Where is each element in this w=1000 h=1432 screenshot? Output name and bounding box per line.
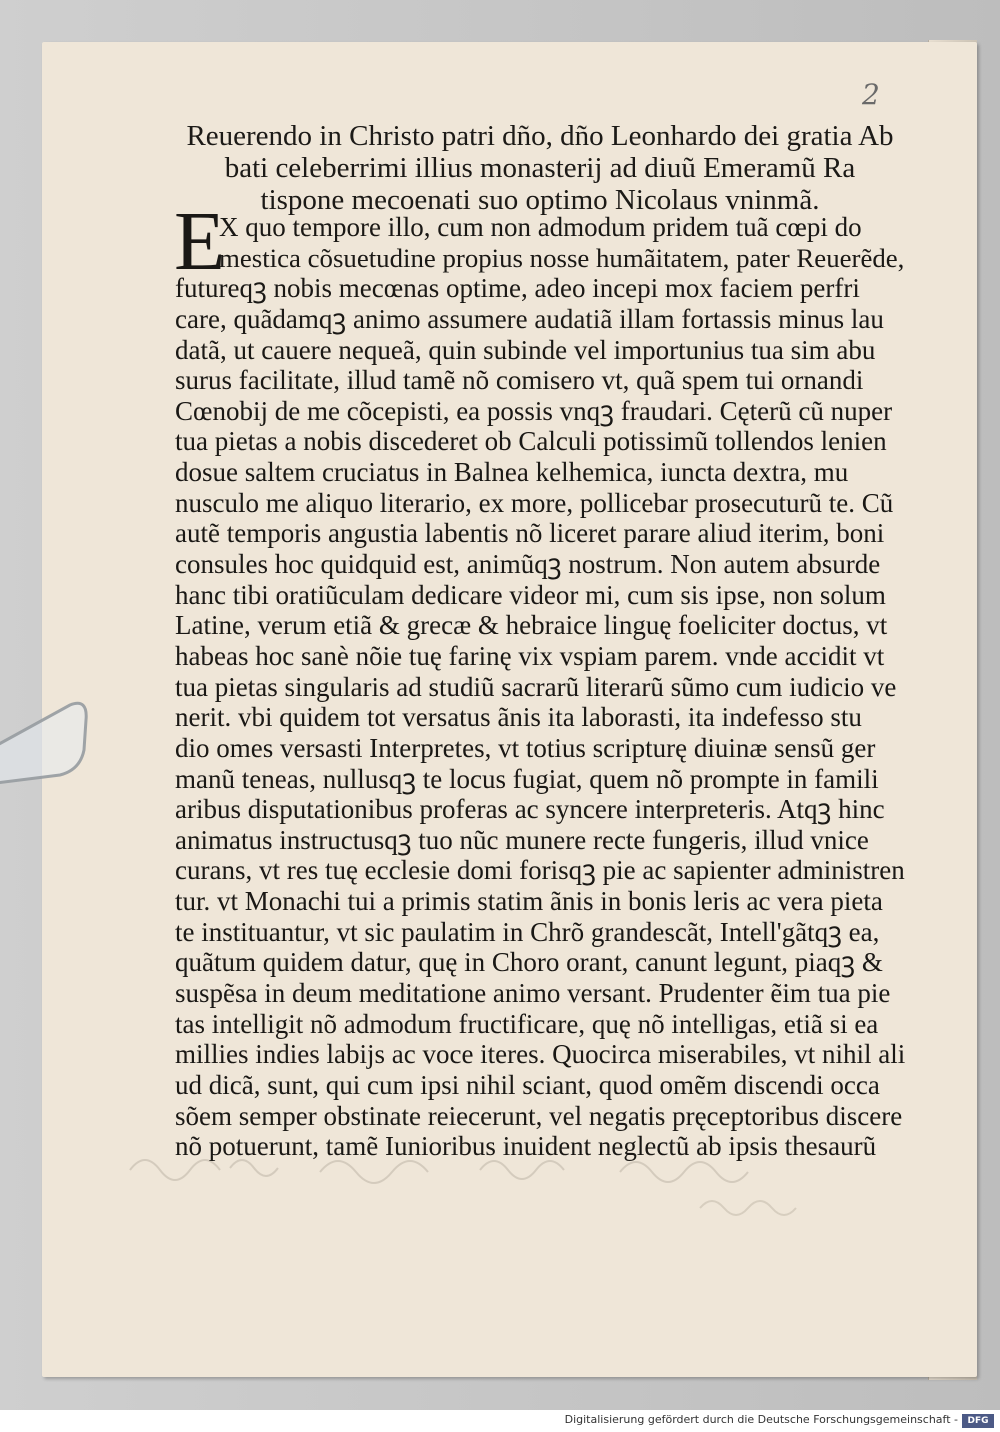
text-line: sõem semper obstinate reiecerunt, vel negatis pręceptoribus discere: [175, 1100, 903, 1131]
paper-clip: [0, 690, 130, 790]
text-line: suspẽsa in deum meditatione animo versant. Prudenter ẽim tua pie: [175, 978, 891, 1009]
text-line: hanc tibi oratiũculam dedicare videor mi, cum sis ipse, non solum: [175, 579, 886, 610]
text-line: dosue saltem cruciatus in Balnea kelhemica, iuncta dextra, mu: [175, 457, 849, 488]
text-line: ud dicã, sunt, qui cum ipsi nihil sciant, quod omẽm discendi occa: [175, 1069, 880, 1100]
text-line: tur. vt Monachi tui a primis statim ãnis in bonis leris ac vera pieta: [175, 886, 883, 917]
text-line: nõ potuerunt, tamẽ Iunioribus inuident neglectũ ab ipsis thesaurũ: [175, 1131, 877, 1162]
heading-line: bati celeberrimi illius monasterij ad diuũ Emeramũ Ra: [224, 152, 856, 184]
text-line: Latine, verum etiã & grecæ & hebraice linguę foeliciter doctus, vt: [175, 610, 888, 641]
footer-bar: [0, 1410, 1000, 1432]
text-line: futureqꝫ nobis mecœnas optime, adeo incepi mox faciem perfri: [175, 273, 860, 304]
text-line: tas intelligit nõ admodum fructificare, quę nõ intelligas, etiã si ea: [175, 1008, 879, 1039]
folio-number: 2: [862, 78, 880, 111]
text-line: mestica cõsuetudine propius nosse humãitatem, pater Reuerẽde,: [219, 242, 905, 273]
text-line: aribus disputationibus proferas ac syncere interpreteris. Atqꝫ hinc: [175, 794, 885, 825]
text-line: nerit. vbi quidem tot versatus ãnis ita laborasti, ita indefesso stu: [175, 702, 862, 733]
text-line: consules hoc quidquid est, animũqꝫ nostrum. Non autem absurde: [175, 549, 881, 580]
text-line: X quo tempore illo, cum non admodum pridem tuã cœpi do: [219, 212, 862, 242]
text-line: te instituantur, vt sic paulatim in Chrõ grandescãt, Intell'gãtqꝫ ea,: [175, 916, 880, 947]
text-line: nusculo me aliquo literario, ex more, pollicebar prosecuturũ te. Cũ: [175, 487, 894, 518]
text-line: tua pietas a nobis discederet ob Calculi potissimũ tollendos lenien: [175, 426, 887, 457]
heading-line: Reuerendo in Christo patri dño, dño Leonhardo dei gratia Ab: [186, 120, 894, 152]
text-line: quãtum quidem datur, quę in Choro orant, canunt legunt, piaqꝫ &: [175, 947, 883, 978]
text-line: surus facilitate, illud tamẽ nõ comisero vt, quã spem tui ornandi: [175, 365, 864, 396]
body-text: [175, 212, 905, 1162]
text-line: dio omes versasti Interpretes, vt totius scripturę diuinæ sensũ ger: [175, 732, 876, 763]
text-line: Cœnobij de me cõcepisti, ea possis vnqꝫ fraudari. Cęterũ cũ nuper: [175, 395, 893, 426]
heading-line: tispone mecoenati suo optimo Nicolaus vninmã.: [260, 184, 820, 216]
initial-letter: E: [174, 195, 226, 288]
funding-notice: Digitalisierung gefördert durch die Deutsche Forschungsgemeinschaft -: [564, 1413, 958, 1426]
text-line: datã, ut cauere nequeã, quin subinde vel importunius tua sim abu: [175, 334, 876, 365]
text-line: tua pietas singularis ad studiũ sacrarũ literarũ sũmo cum iudicio ve: [175, 671, 897, 702]
text-line: habeas hoc sanè nõie tuę farinę vix vspiam parem. vnde accidit vt: [175, 640, 885, 671]
dfg-logo: DFG: [962, 1414, 994, 1428]
bleed-through-script: [100, 1130, 880, 1231]
text-line: manũ teneas, nullusqꝫ te locus fugiat, quem nõ prompte in famili: [175, 763, 879, 794]
text-line: animatus instructusqꝫ tuo nũc munere recte fungeris, illud vnice: [175, 824, 869, 855]
text-line: curans, vt res tuę ecclesie domi forisqꝫ pie ac sapienter administren: [175, 855, 905, 886]
text-line: millies indies labijs ac voce iteres. Quocirca miserabiles, vt nihil ali: [175, 1039, 906, 1070]
text-line: care, quãdamqꝫ animo assumere audatiã illam fortassis minus lau: [175, 303, 884, 334]
dedication-heading: [175, 120, 905, 216]
text-line: autẽ temporis angustia labentis nõ liceret parare aliud iterim, boni: [175, 518, 885, 549]
